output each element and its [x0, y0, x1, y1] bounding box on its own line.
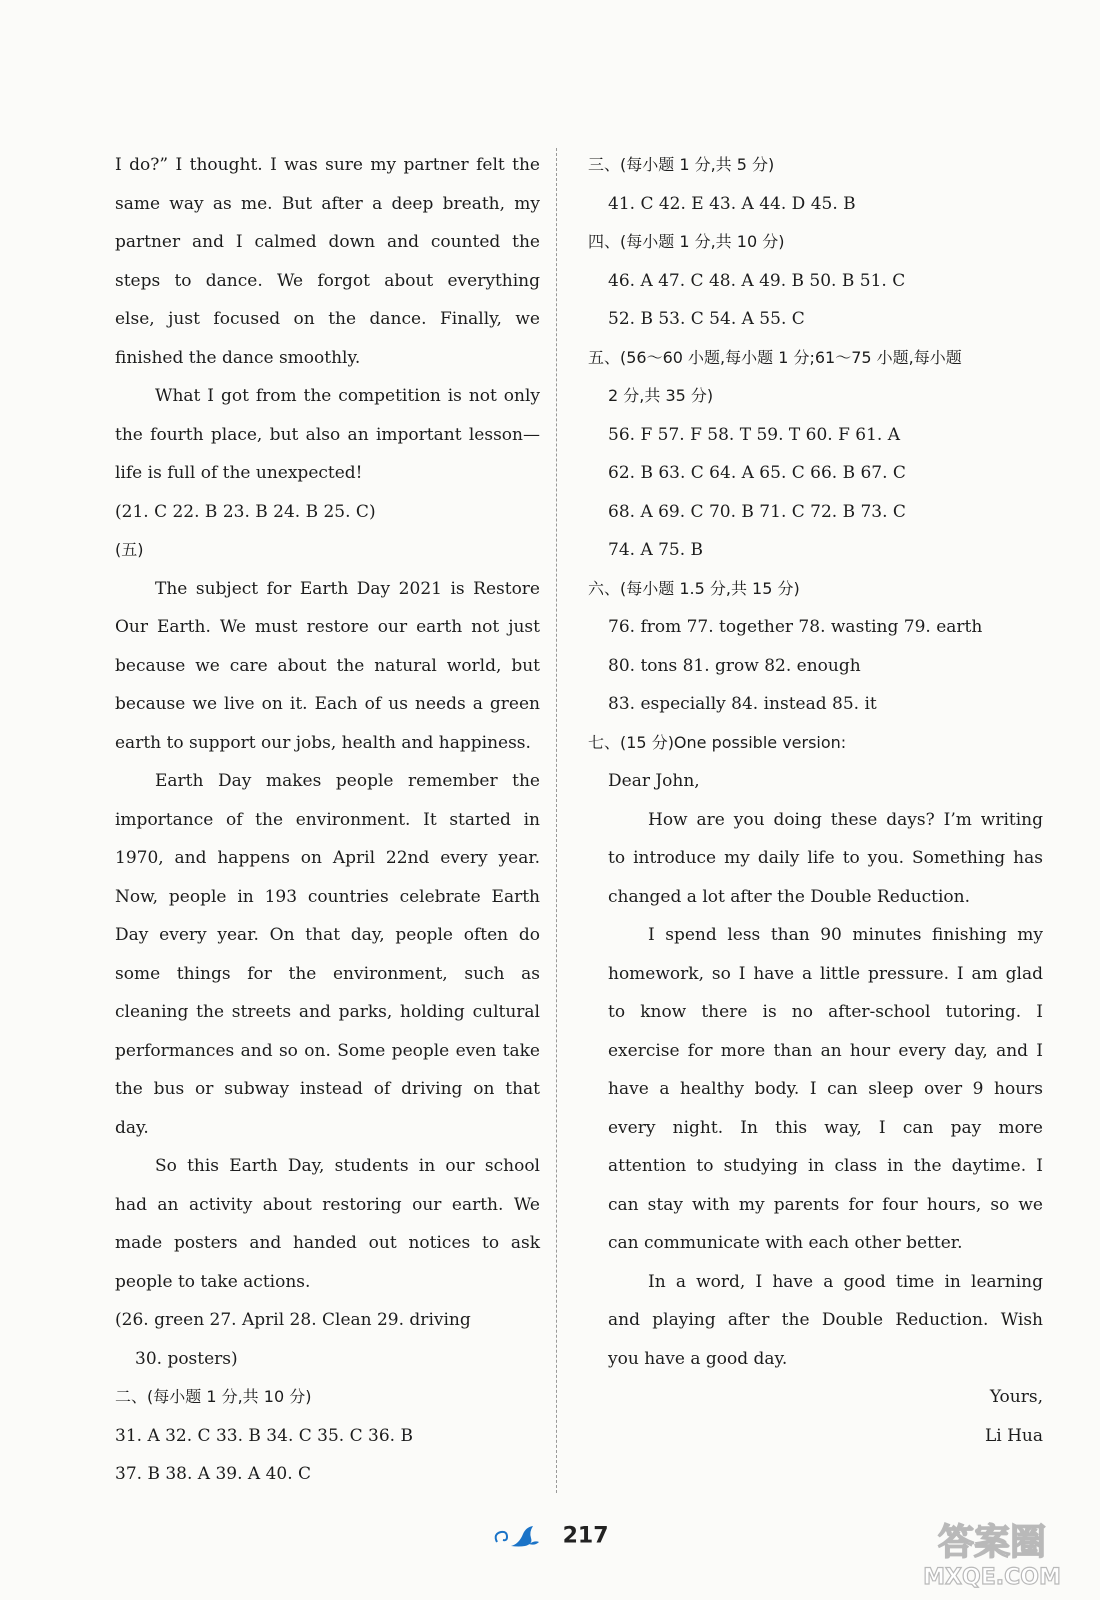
story-paragraph-2 — [115, 377, 540, 493]
text-line: I do?” I thought. I was sure my partner felt the — [115, 155, 540, 175]
text-line: else, just focused on the dance. Finally, we — [115, 309, 540, 329]
section-5-answers-row: 74. A 75. B — [608, 540, 704, 560]
text-line: the bus or subway instead of driving on that — [115, 1079, 540, 1099]
section-5-answers-row: 68. A 69. C 70. B 71. C 72. B 73. C — [608, 501, 906, 522]
column-divider — [556, 148, 557, 1493]
text-line: So this Earth Day, students in our school — [155, 1156, 540, 1176]
answers-26-29: (26. green 27. April 28. Clean 29. driving — [115, 1310, 471, 1330]
text-line: finished the dance smoothly. — [115, 347, 361, 368]
text-line: made posters and handed out notices to ask — [115, 1233, 540, 1253]
answers-21-25: (21. C 22. B 23. B 24. B 25. C) — [115, 501, 376, 522]
text-line: The subject for Earth Day 2021 is Restore — [155, 578, 540, 599]
text-line: I spend less than 90 minutes finishing my — [648, 925, 1043, 945]
text-line: cleaning the streets and parks, holding cultural — [115, 1002, 540, 1022]
section-4-answers-row: 46. A 47. C 48. A 49. B 50. B 51. C — [608, 270, 906, 291]
letter-closing: Yours, — [989, 1387, 1043, 1407]
letter-signature: Li Hua — [984, 1425, 1043, 1446]
story-paragraph-1 — [115, 146, 540, 377]
text-line: can stay with my parents for four hours, so we — [608, 1194, 1043, 1215]
section-2-answers-row: 37. B 38. A 39. A 40. C — [115, 1464, 312, 1484]
swirl-ornament-icon — [491, 1522, 551, 1550]
section-4-answers-row: 52. B 53. C 54. A 55. C — [608, 309, 805, 329]
text-line: because we live on it. Each of us needs a green — [115, 694, 540, 714]
section-3-answers-row: 41. C 42. E 43. A 44. D 45. B — [608, 193, 856, 214]
text-line: attention to studying in class in the daytime. I — [608, 1156, 1043, 1176]
section-4-header: 四、(每小题 1 分,共 10 分) — [588, 232, 785, 251]
section-5-answers-row: 56. F 57. F 58. T 59. T 60. F 61. A — [608, 424, 900, 445]
section-7-header: 七、(15 分)One possible version: — [588, 732, 847, 752]
text-line: earth to support our jobs, health and happiness. — [115, 732, 531, 753]
text-line: homework, so I have a little pressure. I am glad — [608, 963, 1043, 984]
text-line: every night. In this way, I can pay more — [608, 1117, 1043, 1138]
section-6-answers-row: 76. from 77. together 78. wasting 79. earth — [608, 617, 983, 637]
text-line: had an activity about restoring our earth. We — [115, 1194, 540, 1215]
letter-paragraph-1 — [588, 801, 1043, 917]
text-line: Day every year. On that day, people often do — [115, 925, 540, 945]
text-line: changed a lot after the Double Reduction. — [608, 886, 970, 907]
text-line: life is full of the unexpected! — [115, 463, 363, 483]
text-line: steps to dance. We forgot about everything — [115, 270, 540, 291]
letter-salutation: Dear John, — [608, 771, 700, 791]
text-line: Our Earth. We must restore our earth not just — [115, 617, 540, 637]
page-number: 217 — [562, 1523, 609, 1549]
section-5-answers-row: 62. B 63. C 64. A 65. C 66. B 67. C — [608, 463, 906, 483]
text-line: because we care about the natural world, but — [115, 655, 540, 676]
text-line: partner and I calmed down and counted the — [115, 232, 540, 252]
text-line: and playing after the Double Reduction. Wish — [608, 1310, 1043, 1330]
text-line: Earth Day makes people remember the — [155, 771, 540, 791]
text-line: can communicate with each other better. — [608, 1233, 963, 1253]
letter-paragraph-3 — [588, 1263, 1043, 1379]
right-column — [588, 146, 1043, 1455]
earth-day-paragraph-2 — [115, 762, 540, 1147]
section-5-header: 五、(56～60 小题,每小题 1 分;61～75 小题,每小题 — [588, 347, 962, 367]
section-2-answers-row: 31. A 32. C 33. B 34. C 35. C 36. B — [115, 1425, 413, 1446]
text-line: some things for the environment, such as — [115, 963, 540, 984]
text-line: How are you doing these days? I’m writing — [648, 809, 1043, 830]
text-line: performances and so on. Some people even take — [115, 1040, 540, 1061]
text-line: importance of the environment. It started in — [115, 809, 540, 830]
section-6-answers-row: 83. especially 84. instead 85. it — [608, 694, 877, 714]
text-line: the fourth place, but also an important lesson— — [115, 424, 540, 445]
section-6-header: 六、(每小题 1.5 分,共 15 分) — [588, 578, 800, 598]
text-line: same way as me. But after a deep breath, my — [115, 193, 540, 214]
earth-day-paragraph-1 — [115, 570, 540, 763]
text-line: What I got from the competition is not only — [155, 386, 540, 406]
section-6-answers-row: 80. tons 81. grow 82. enough — [608, 655, 861, 676]
text-line: In a word, I have a good time in learning — [648, 1271, 1043, 1292]
earth-day-paragraph-3 — [115, 1147, 540, 1301]
text-line: to know there is no after-school tutoring. I — [608, 1002, 1043, 1022]
text-line: to introduce my daily life to you. Something has — [608, 848, 1043, 868]
letter-paragraph-2 — [588, 916, 1043, 1263]
text-line: 1970, and happens on April 22nd every year. — [115, 848, 540, 868]
text-line: have a healthy body. I can sleep over 9 hours — [608, 1079, 1043, 1099]
section-3-header: 三、(每小题 1 分,共 5 分) — [588, 155, 775, 174]
text-line: exercise for more than an hour every day, and I — [608, 1040, 1043, 1061]
watermark-line1: 答案圈 — [937, 1522, 1047, 1563]
watermark-line2: MXQE.COM — [923, 1565, 1061, 1590]
watermark-logo — [900, 1512, 1080, 1592]
section-5-label: (五) — [115, 540, 144, 559]
section-5-header-cont: 2 分,共 35 分) — [608, 386, 714, 405]
left-column — [115, 146, 540, 1494]
answers-30: 30. posters) — [135, 1348, 238, 1369]
section-2-header: 二、(每小题 1 分,共 10 分) — [115, 1387, 312, 1406]
text-line: day. — [115, 1117, 149, 1138]
text-line: Now, people in 193 countries celebrate Earth — [115, 886, 540, 907]
text-line: you have a good day. — [608, 1348, 788, 1369]
text-line: people to take actions. — [115, 1271, 311, 1292]
